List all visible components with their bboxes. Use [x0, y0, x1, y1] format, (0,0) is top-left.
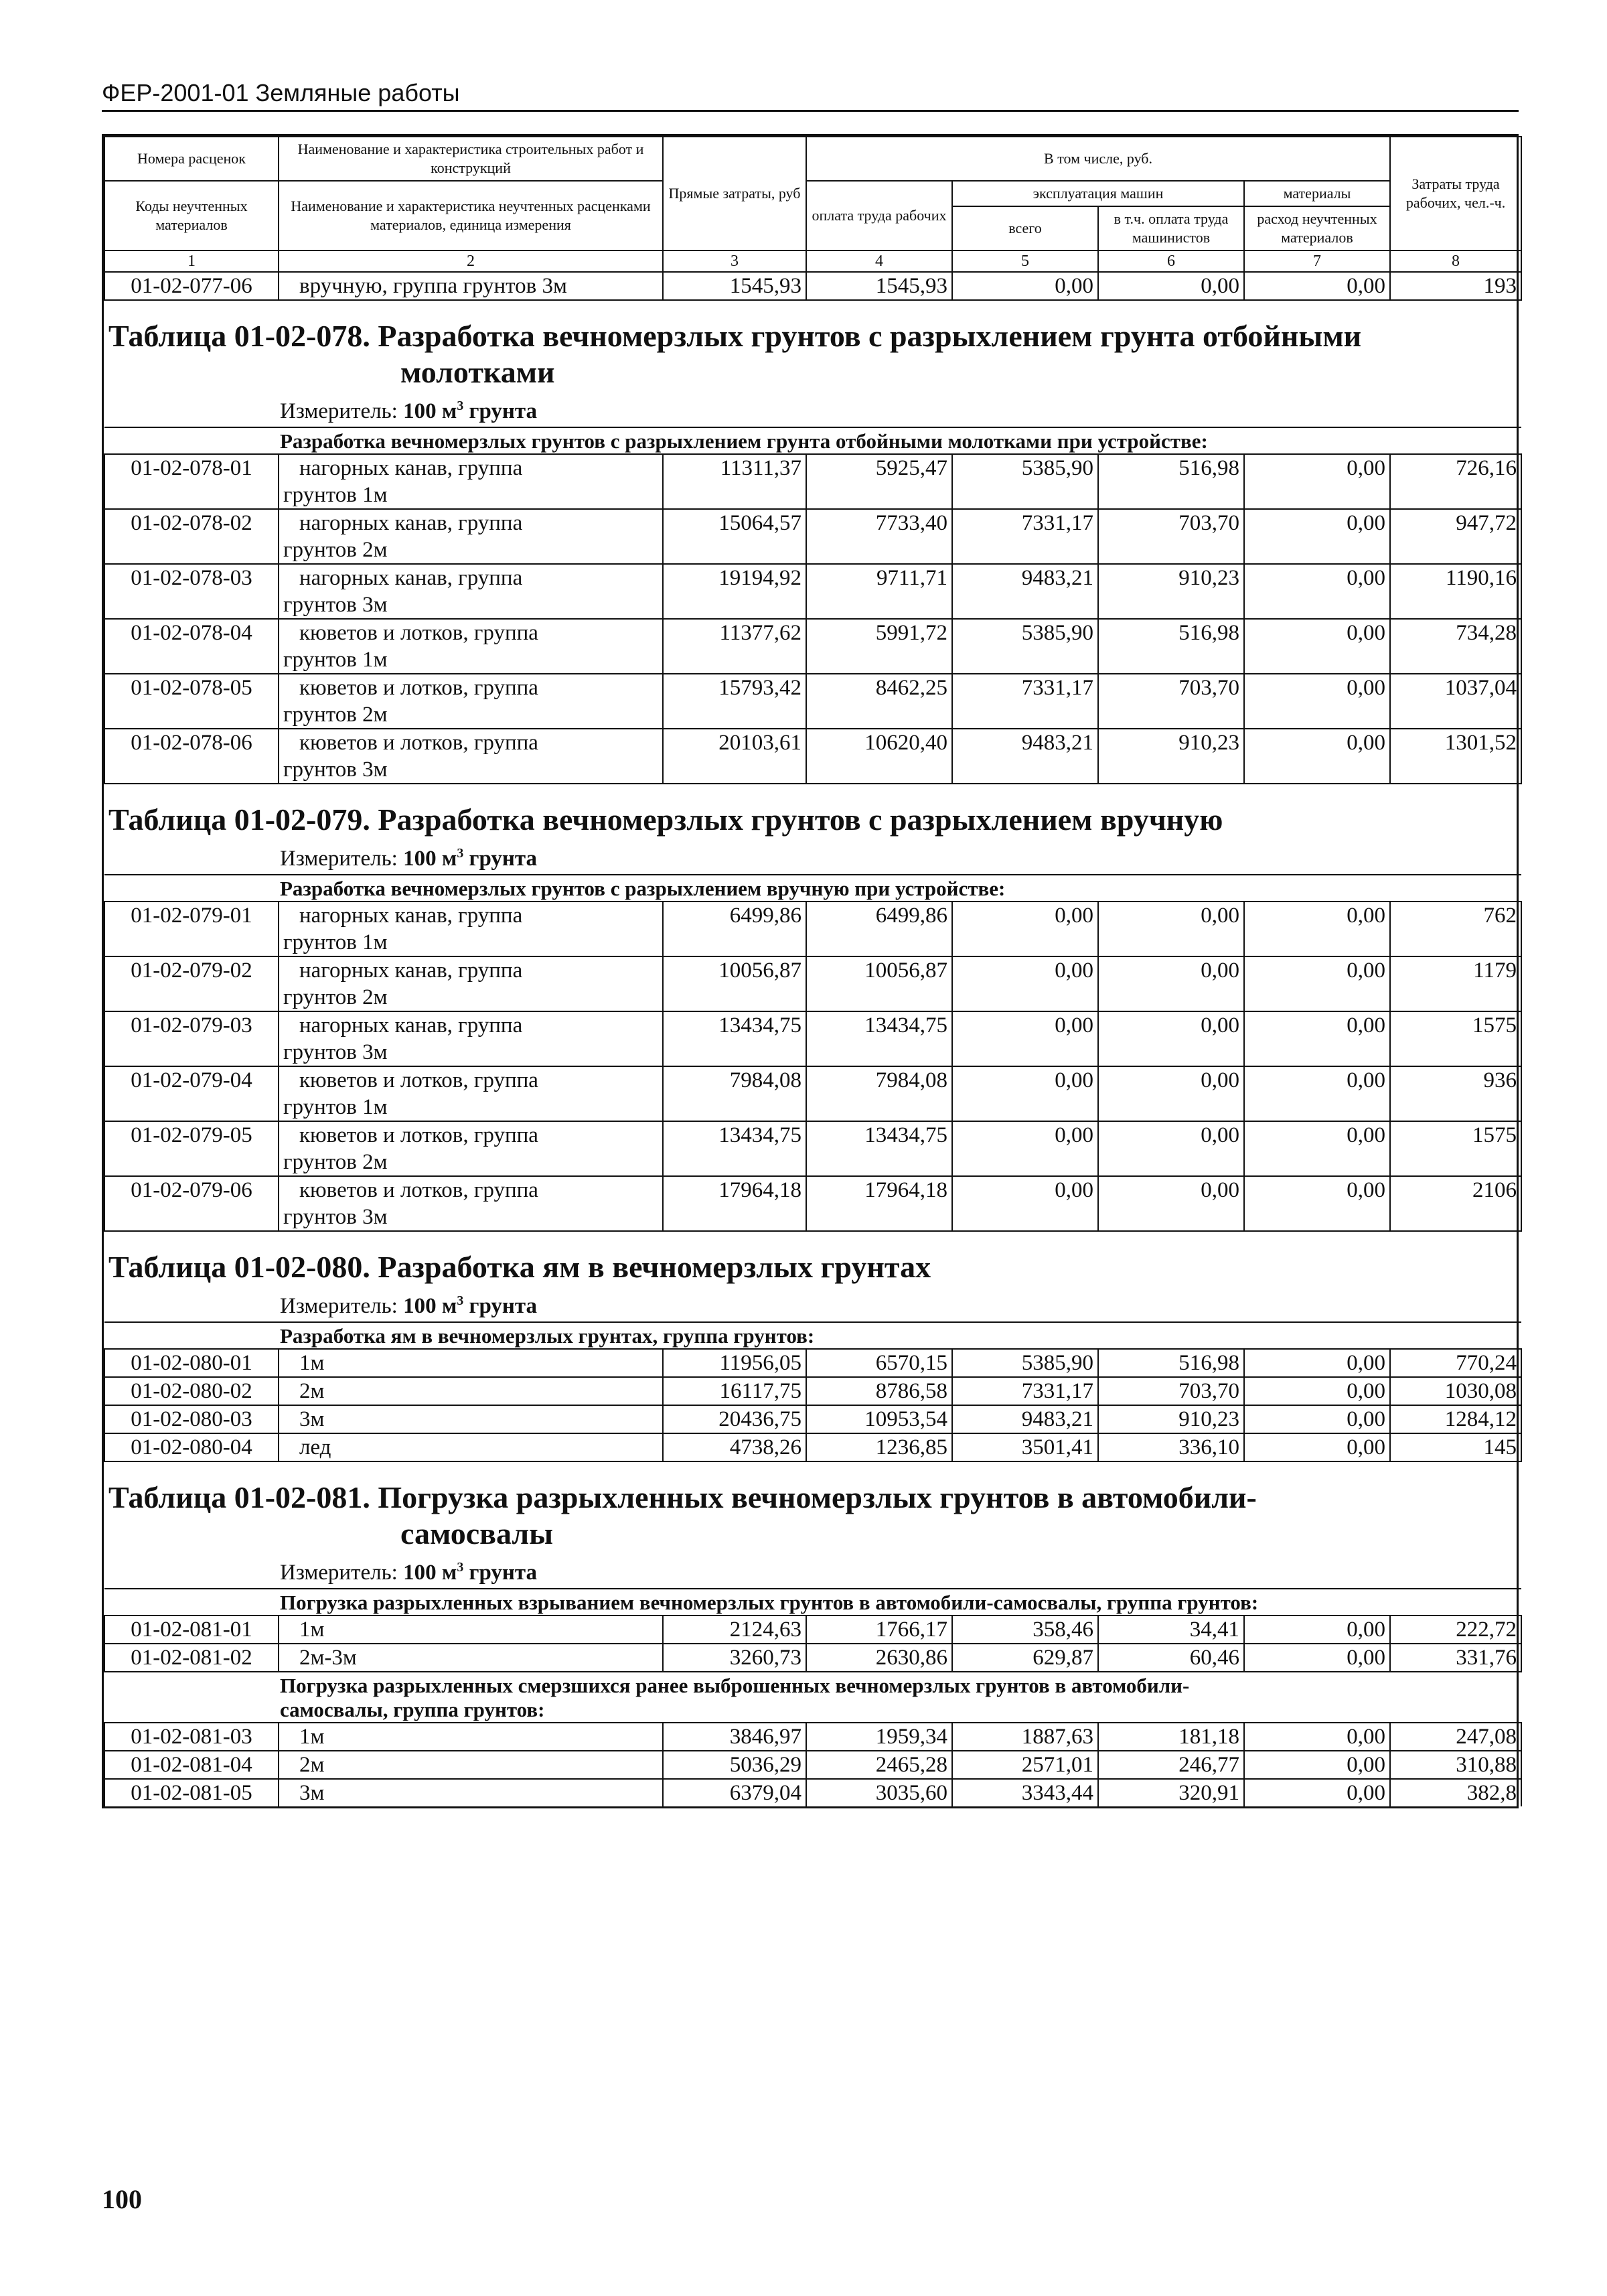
value-labor: 1575 — [1390, 1121, 1521, 1176]
value-machinist-wages: 0,00 — [1098, 1011, 1244, 1066]
section-subtitle: Погрузка разрыхленных взрыванием вечномерзлых грунтов в автомобили-самосвалы, группа грунтов: — [104, 1589, 1521, 1616]
rows-080 — [104, 1349, 1521, 1461]
rate-code: 01-02-078-02 — [104, 509, 279, 564]
value-machinist-wages: 0,00 — [1098, 1066, 1244, 1121]
table-row — [104, 1066, 1521, 1121]
rate-code: 01-02-079-06 — [104, 1176, 279, 1231]
value-materials: 0,00 — [1244, 1176, 1390, 1231]
value-machinist-wages: 516,98 — [1098, 454, 1244, 509]
value-direct: 15793,42 — [663, 674, 806, 729]
header-machines: эксплуатация машин — [952, 181, 1244, 206]
table-title: Таблица 01-02-081. Погрузка разрыхленных вечномерзлых грунтов в автомобили- самосвалы — [104, 1461, 1521, 1552]
value-machinist-wages: 703,70 — [1098, 1377, 1244, 1405]
value-materials: 0,00 — [1244, 674, 1390, 729]
value-materials: 0,00 — [1244, 956, 1390, 1011]
value-machines: 0,00 — [952, 1011, 1098, 1066]
value-machinist-wages: 910,23 — [1098, 564, 1244, 619]
rows-079 — [104, 902, 1521, 1231]
value-machines: 2571,01 — [952, 1751, 1098, 1779]
header-materials: материалы — [1244, 181, 1390, 206]
value-direct: 11311,37 — [663, 454, 806, 509]
section-079 — [104, 784, 1521, 902]
value-wages: 8462,25 — [806, 674, 952, 729]
value-wages: 10620,40 — [806, 729, 952, 784]
section-subtitle: Разработка ям в вечномерзлых грунтах, группа грунтов: — [104, 1322, 1521, 1349]
section-subtitle: Разработка вечномерзлых грунтов с разрыхлением грунта отбойными молотками при устройстве: — [104, 427, 1521, 454]
value-materials: 0,00 — [1244, 1644, 1390, 1672]
value-labor: 145 — [1390, 1433, 1521, 1461]
value-machines: 1887,63 — [952, 1723, 1098, 1751]
header-name-top: Наименование и характеристика строительных работ и конструкций — [279, 137, 663, 181]
table-title: Таблица 01-02-079. Разработка вечномерзлых грунтов с разрыхлением вручную — [104, 784, 1521, 838]
value-machines: 0,00 — [952, 1121, 1098, 1176]
value-wages: 6570,15 — [806, 1349, 952, 1377]
value-machinist-wages: 60,46 — [1098, 1644, 1244, 1672]
value-wages: 1545,93 — [806, 272, 952, 300]
value-wages: 8786,58 — [806, 1377, 952, 1405]
table-row — [104, 1405, 1521, 1433]
rate-name: кюветов и лотков, группа грунтов 1м — [279, 619, 663, 674]
table-row — [104, 956, 1521, 1011]
table-row — [104, 1433, 1521, 1461]
rate-code: 01-02-078-04 — [104, 619, 279, 674]
value-direct: 20103,61 — [663, 729, 806, 784]
value-wages: 2630,86 — [806, 1644, 952, 1672]
value-machines: 5385,90 — [952, 454, 1098, 509]
value-direct: 16117,75 — [663, 1377, 806, 1405]
value-materials: 0,00 — [1244, 1377, 1390, 1405]
value-machines: 0,00 — [952, 1176, 1098, 1231]
column-number: 7 — [1244, 250, 1390, 272]
section-078 — [104, 300, 1521, 454]
rate-name: нагорных канав, группа грунтов 1м — [279, 454, 663, 509]
value-direct: 5036,29 — [663, 1751, 806, 1779]
rate-name: 1м — [279, 1349, 663, 1377]
running-head: ФЕР-2001-01 Земляные работы — [102, 79, 1519, 112]
value-machinist-wages: 34,41 — [1098, 1616, 1244, 1644]
rate-code: 01-02-080-01 — [104, 1349, 279, 1377]
rates-table — [102, 134, 1519, 1808]
section-081 — [104, 1461, 1521, 1616]
table-row — [104, 272, 1521, 300]
value-wages: 7733,40 — [806, 509, 952, 564]
table-row — [104, 902, 1521, 956]
rate-name: нагорных канав, группа грунтов 2м — [279, 509, 663, 564]
rate-name: кюветов и лотков, группа грунтов 1м — [279, 1066, 663, 1121]
value-labor: 193 — [1390, 272, 1521, 300]
column-number: 5 — [952, 250, 1098, 272]
section-subtitle: Погрузка разрыхленных смерзшихся ранее выброшенных вечномерзлых грунтов в автомобили- самосвалы, группа грунтов: — [104, 1672, 1521, 1723]
measure-unit: Измеритель: 100 $м^3$ грунта — [280, 1560, 538, 1585]
table-row — [104, 1616, 1521, 1644]
value-machines: 7331,17 — [952, 509, 1098, 564]
column-numbers — [104, 250, 1521, 272]
value-labor: 770,24 — [1390, 1349, 1521, 1377]
table-row — [104, 1011, 1521, 1066]
value-direct: 4738,26 — [663, 1433, 806, 1461]
value-machines: 0,00 — [952, 272, 1098, 300]
header-wages: оплата труда рабочих — [806, 181, 952, 250]
measure-unit: Измеритель: 100 $м^3$ грунта — [280, 846, 538, 871]
value-machinist-wages: 336,10 — [1098, 1433, 1244, 1461]
value-materials: 0,00 — [1244, 564, 1390, 619]
value-wages: 1236,85 — [806, 1433, 952, 1461]
value-machines: 9483,21 — [952, 1405, 1098, 1433]
value-machinist-wages: 320,91 — [1098, 1779, 1244, 1806]
column-number: 2 — [279, 250, 663, 272]
rate-name: 1м — [279, 1616, 663, 1644]
value-labor: 1575 — [1390, 1011, 1521, 1066]
table-row — [104, 454, 1521, 509]
value-labor: 310,88 — [1390, 1751, 1521, 1779]
value-machinist-wages: 516,98 — [1098, 1349, 1244, 1377]
value-labor: 947,72 — [1390, 509, 1521, 564]
rate-name: кюветов и лотков, группа грунтов 2м — [279, 1121, 663, 1176]
value-direct: 10056,87 — [663, 956, 806, 1011]
rate-name: нагорных канав, группа грунтов 1м — [279, 902, 663, 956]
rate-code: 01-02-080-04 — [104, 1433, 279, 1461]
header-codes-bottom: Коды неучтенных материалов — [104, 181, 279, 250]
table-row — [104, 1751, 1521, 1779]
rate-code: 01-02-081-04 — [104, 1751, 279, 1779]
table-row — [104, 619, 1521, 674]
value-wages: 9711,71 — [806, 564, 952, 619]
section-081-b — [104, 1672, 1521, 1723]
rate-code: 01-02-078-01 — [104, 454, 279, 509]
value-direct: 1545,93 — [663, 272, 806, 300]
value-wages: 10056,87 — [806, 956, 952, 1011]
value-materials: 0,00 — [1244, 1121, 1390, 1176]
rows-081-a — [104, 1616, 1521, 1672]
value-machines: 3343,44 — [952, 1779, 1098, 1806]
value-wages: 17964,18 — [806, 1176, 952, 1231]
value-machinist-wages: 181,18 — [1098, 1723, 1244, 1751]
value-materials: 0,00 — [1244, 1433, 1390, 1461]
value-direct: 3846,97 — [663, 1723, 806, 1751]
value-materials: 0,00 — [1244, 1405, 1390, 1433]
table-row — [104, 564, 1521, 619]
value-materials: 0,00 — [1244, 454, 1390, 509]
value-machinist-wages: 246,77 — [1098, 1751, 1244, 1779]
rate-code: 01-02-081-03 — [104, 1723, 279, 1751]
rate-name: 2м — [279, 1751, 663, 1779]
value-wages: 5925,47 — [806, 454, 952, 509]
value-labor: 222,72 — [1390, 1616, 1521, 1644]
value-materials: 0,00 — [1244, 1779, 1390, 1806]
rate-name: 1м — [279, 1723, 663, 1751]
table-row — [104, 1377, 1521, 1405]
value-direct: 19194,92 — [663, 564, 806, 619]
column-number: 8 — [1390, 250, 1521, 272]
value-direct: 17964,18 — [663, 1176, 806, 1231]
value-machines: 7331,17 — [952, 674, 1098, 729]
value-labor: 1190,16 — [1390, 564, 1521, 619]
value-direct: 13434,75 — [663, 1011, 806, 1066]
value-materials: 0,00 — [1244, 619, 1390, 674]
header-including: В том числе, руб. — [806, 137, 1390, 181]
table-header — [104, 137, 1521, 272]
value-direct: 3260,73 — [663, 1644, 806, 1672]
table-row — [104, 1723, 1521, 1751]
rate-code: 01-02-078-03 — [104, 564, 279, 619]
value-direct: 13434,75 — [663, 1121, 806, 1176]
value-machinist-wages: 0,00 — [1098, 956, 1244, 1011]
rows-081-b — [104, 1723, 1521, 1806]
rate-name: нагорных канав, группа грунтов 3м — [279, 1011, 663, 1066]
rate-code: 01-02-077-06 — [104, 272, 279, 300]
value-direct: 7984,08 — [663, 1066, 806, 1121]
header-labor: Затраты труда рабочих, чел.-ч. — [1390, 137, 1521, 250]
header-material-use: расход неучтенных материалов — [1244, 206, 1390, 250]
value-machines: 7331,17 — [952, 1377, 1098, 1405]
header-machinist-wages: в т.ч. оплата труда машинистов — [1098, 206, 1244, 250]
value-wages: 3035,60 — [806, 1779, 952, 1806]
value-materials: 0,00 — [1244, 272, 1390, 300]
page-number: 100 — [102, 2184, 142, 2214]
table-row — [104, 1349, 1521, 1377]
section-subtitle: Разработка вечномерзлых грунтов с разрыхлением вручную при устройстве: — [104, 875, 1521, 902]
value-machines: 0,00 — [952, 1066, 1098, 1121]
value-labor: 1301,52 — [1390, 729, 1521, 784]
value-materials: 0,00 — [1244, 1011, 1390, 1066]
section-080 — [104, 1231, 1521, 1349]
value-direct: 6379,04 — [663, 1779, 806, 1806]
rate-name: кюветов и лотков, группа грунтов 3м — [279, 729, 663, 784]
value-wages: 5991,72 — [806, 619, 952, 674]
value-wages: 6499,86 — [806, 902, 952, 956]
rate-name: вручную, группа грунтов 3м — [279, 272, 663, 300]
rate-code: 01-02-078-06 — [104, 729, 279, 784]
rate-name: нагорных канав, группа грунтов 2м — [279, 956, 663, 1011]
value-direct: 20436,75 — [663, 1405, 806, 1433]
measure-unit: Измеритель: 100 $м^3$ грунта — [280, 399, 538, 423]
table-row — [104, 674, 1521, 729]
value-machinist-wages: 0,00 — [1098, 272, 1244, 300]
value-machinist-wages: 910,23 — [1098, 1405, 1244, 1433]
table-title: Таблица 01-02-080. Разработка ям в вечномерзлых грунтах — [104, 1231, 1521, 1285]
table-title: Таблица 01-02-078. Разработка вечномерзлых грунтов с разрыхлением грунта отбойными молотками — [104, 300, 1521, 390]
value-labor: 1037,04 — [1390, 674, 1521, 729]
header-machines-total: всего — [952, 206, 1098, 250]
rate-name: нагорных канав, группа грунтов 3м — [279, 564, 663, 619]
value-labor: 1179 — [1390, 956, 1521, 1011]
value-materials: 0,00 — [1244, 1349, 1390, 1377]
value-machinist-wages: 910,23 — [1098, 729, 1244, 784]
value-machinist-wages: 0,00 — [1098, 902, 1244, 956]
rate-code: 01-02-079-05 — [104, 1121, 279, 1176]
measure-unit: Измеритель: 100 $м^3$ грунта — [280, 1293, 538, 1318]
rate-code: 01-02-079-01 — [104, 902, 279, 956]
value-wages: 7984,08 — [806, 1066, 952, 1121]
value-machinist-wages: 703,70 — [1098, 509, 1244, 564]
value-labor: 762 — [1390, 902, 1521, 956]
value-direct: 15064,57 — [663, 509, 806, 564]
value-direct: 11956,05 — [663, 1349, 806, 1377]
value-machinist-wages: 516,98 — [1098, 619, 1244, 674]
value-machinist-wages: 0,00 — [1098, 1121, 1244, 1176]
value-materials: 0,00 — [1244, 1723, 1390, 1751]
value-wages: 1766,17 — [806, 1616, 952, 1644]
value-wages: 13434,75 — [806, 1121, 952, 1176]
rate-code: 01-02-079-04 — [104, 1066, 279, 1121]
rate-code: 01-02-078-05 — [104, 674, 279, 729]
column-number: 6 — [1098, 250, 1244, 272]
value-labor: 247,08 — [1390, 1723, 1521, 1751]
rate-code: 01-02-079-02 — [104, 956, 279, 1011]
value-wages: 1959,34 — [806, 1723, 952, 1751]
value-materials: 0,00 — [1244, 509, 1390, 564]
value-machines: 9483,21 — [952, 729, 1098, 784]
value-labor: 331,76 — [1390, 1644, 1521, 1672]
table-row — [104, 509, 1521, 564]
rate-name: лед — [279, 1433, 663, 1461]
header-name-bottom: Наименование и характеристика неучтенных расценками материалов, единица измерения — [279, 181, 663, 250]
value-machines: 0,00 — [952, 956, 1098, 1011]
value-labor: 382,8 — [1390, 1779, 1521, 1806]
value-machines: 5385,90 — [952, 619, 1098, 674]
header-direct-costs: Прямые затраты, руб — [663, 137, 806, 250]
rows-078 — [104, 454, 1521, 784]
value-materials: 0,00 — [1244, 1066, 1390, 1121]
value-machinist-wages: 0,00 — [1098, 1176, 1244, 1231]
rate-name: 3м — [279, 1779, 663, 1806]
rate-code: 01-02-080-02 — [104, 1377, 279, 1405]
column-number: 3 — [663, 250, 806, 272]
table-row — [104, 1644, 1521, 1672]
value-labor: 936 — [1390, 1066, 1521, 1121]
table-row — [104, 1176, 1521, 1231]
rate-code: 01-02-081-02 — [104, 1644, 279, 1672]
value-machines: 3501,41 — [952, 1433, 1098, 1461]
rate-code: 01-02-080-03 — [104, 1405, 279, 1433]
table-row — [104, 1779, 1521, 1806]
value-direct: 11377,62 — [663, 619, 806, 674]
column-number: 1 — [104, 250, 279, 272]
value-direct: 2124,63 — [663, 1616, 806, 1644]
value-machines: 629,87 — [952, 1644, 1098, 1672]
table-row — [104, 729, 1521, 784]
value-labor: 1030,08 — [1390, 1377, 1521, 1405]
value-wages: 10953,54 — [806, 1405, 952, 1433]
value-labor: 2106 — [1390, 1176, 1521, 1231]
value-materials: 0,00 — [1244, 729, 1390, 784]
value-materials: 0,00 — [1244, 1616, 1390, 1644]
table-body — [104, 272, 1521, 300]
rate-name: кюветов и лотков, группа грунтов 3м — [279, 1176, 663, 1231]
value-wages: 2465,28 — [806, 1751, 952, 1779]
column-number: 4 — [806, 250, 952, 272]
value-machines: 5385,90 — [952, 1349, 1098, 1377]
rate-code: 01-02-079-03 — [104, 1011, 279, 1066]
rate-code: 01-02-081-05 — [104, 1779, 279, 1806]
rate-name: 3м — [279, 1405, 663, 1433]
rate-code: 01-02-081-01 — [104, 1616, 279, 1644]
value-labor: 734,28 — [1390, 619, 1521, 674]
value-materials: 0,00 — [1244, 902, 1390, 956]
rate-name: 2м — [279, 1377, 663, 1405]
value-direct: 6499,86 — [663, 902, 806, 956]
value-machines: 9483,21 — [952, 564, 1098, 619]
value-wages: 13434,75 — [806, 1011, 952, 1066]
value-labor: 1284,12 — [1390, 1405, 1521, 1433]
value-machines: 0,00 — [952, 902, 1098, 956]
value-labor: 726,16 — [1390, 454, 1521, 509]
value-materials: 0,00 — [1244, 1751, 1390, 1779]
value-machinist-wages: 703,70 — [1098, 674, 1244, 729]
rate-name: 2м-3м — [279, 1644, 663, 1672]
rate-name: кюветов и лотков, группа грунтов 2м — [279, 674, 663, 729]
value-machines: 358,46 — [952, 1616, 1098, 1644]
table-row — [104, 1121, 1521, 1176]
header-codes-top: Номера расценок — [104, 137, 279, 181]
